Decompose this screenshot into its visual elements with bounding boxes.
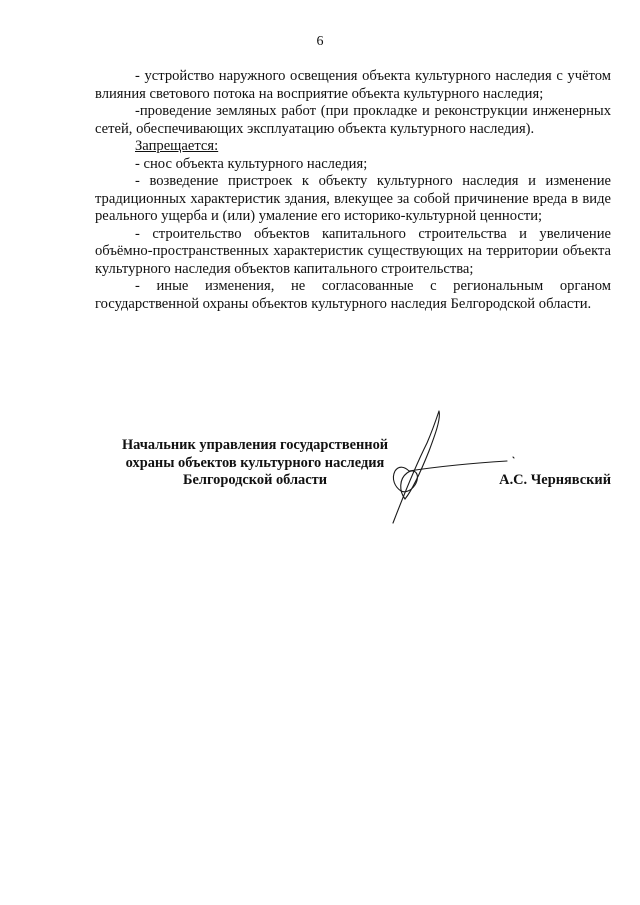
paragraph-earthworks: -проведение земляных работ (при прокладке и реконструкции инженерных сетей, обеспечивающих эксплуатацию объекта культурного наследия). (95, 103, 611, 137)
prohibited-heading: Запрещается: (135, 138, 219, 154)
signer-title-line-1: Начальник управления государственной (121, 437, 389, 453)
document-body (95, 68, 611, 313)
signer-title (105, 437, 405, 490)
paragraph-construction: - строительство объектов капитального строительства и увеличение объёмно-пространственных характеристик существующих на территории объекта культурного наследия объектов капитального строительства; (95, 225, 611, 277)
page-number: 6 (316, 34, 324, 49)
paragraph-other-changes: - иные изменения, не согласованные с региональным органом государственной охраны объектов культурного наследия Белгородской области. (95, 278, 611, 312)
paragraph-outdoor-lighting: - устройство наружного освещения объекта культурного наследия с учётом влияния светового потока на восприятие объекта культурного наследия; (95, 68, 611, 102)
signature-block (95, 437, 611, 527)
handwritten-signature (375, 405, 525, 530)
signer-title-line-3: Белгородской области (182, 472, 328, 488)
signer-name: А.С. Чернявский (499, 472, 611, 488)
paragraph-demolition: - снос объекта культурного наследия; (135, 155, 368, 172)
paragraph-extensions: - возведение пристроек к объекту культурного наследия и изменение традиционных характеристик здания, влекущее за собой причинение вреда в виде реального ущерба и (или) умаление его историко-культурной ценности; (95, 173, 611, 224)
signer-title-line-2: охраны объектов культурного наследия (125, 454, 385, 471)
